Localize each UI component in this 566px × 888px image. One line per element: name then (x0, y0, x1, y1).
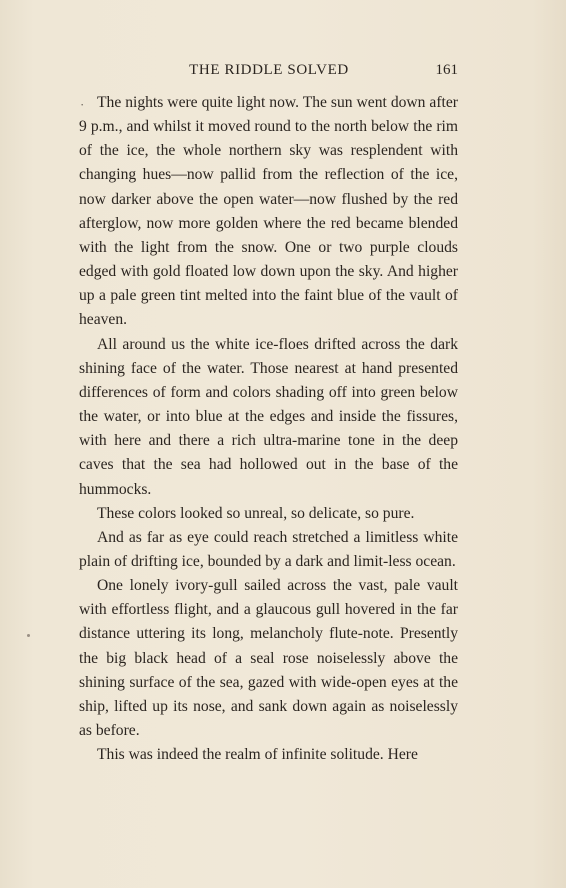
paragraph: One lonely ivory-gull sailed across the vast, pale vault with effortless flight, and a glaucous gull hovered in the far distance uttering its long, melancholy flute-note. Presently the big black head of a seal rose noiselessly above the shining surface of the sea, gazed with wide-open eyes at the ship, lifted up its nose, and sank down again as noiselessly as before. (79, 577, 458, 740)
paragraph-marker: · (80, 97, 85, 112)
paragraph: The nights were quite light now. The sun went down after 9 p.m., and whilst it moved round to the north below the rim of the ice, the whole northern sky was resplendent with changing hues—now pallid from the reflection of the ice, now darker above the open water—now flushed by the red afterglow, now more golden where the red became blended with the light from the snow. One or two purple clouds edged with gold floated low down upon the sky. And higher up a pale green tint melted into the faint blue of the vault of heaven. (79, 94, 458, 329)
paragraph: This was indeed the realm of infinite solitude. Here (97, 746, 418, 764)
page-number: 161 (435, 62, 458, 78)
paragraph: All around us the white ice-floes drifted across the dark shining face of the water. Those nearest at hand presented differences of form and colors shading off into green below the water, or into blue at the edges and inside the fissures, with here and there a rich ultra-marine tone in the deep caves that the sea had hollowed out in the base of the hummocks. (79, 335, 458, 498)
body-text (79, 91, 458, 767)
page-header (80, 62, 458, 84)
running-title: THE RIDDLE SOLVED (189, 62, 349, 78)
paragraph: These colors looked so unreal, so delicate, so pure. (97, 504, 415, 522)
margin-speck (27, 634, 30, 637)
paragraph: And as far as eye could reach stretched a limitless white plain of drifting ice, bounded by a dark and limit-less ocean. (79, 528, 458, 570)
